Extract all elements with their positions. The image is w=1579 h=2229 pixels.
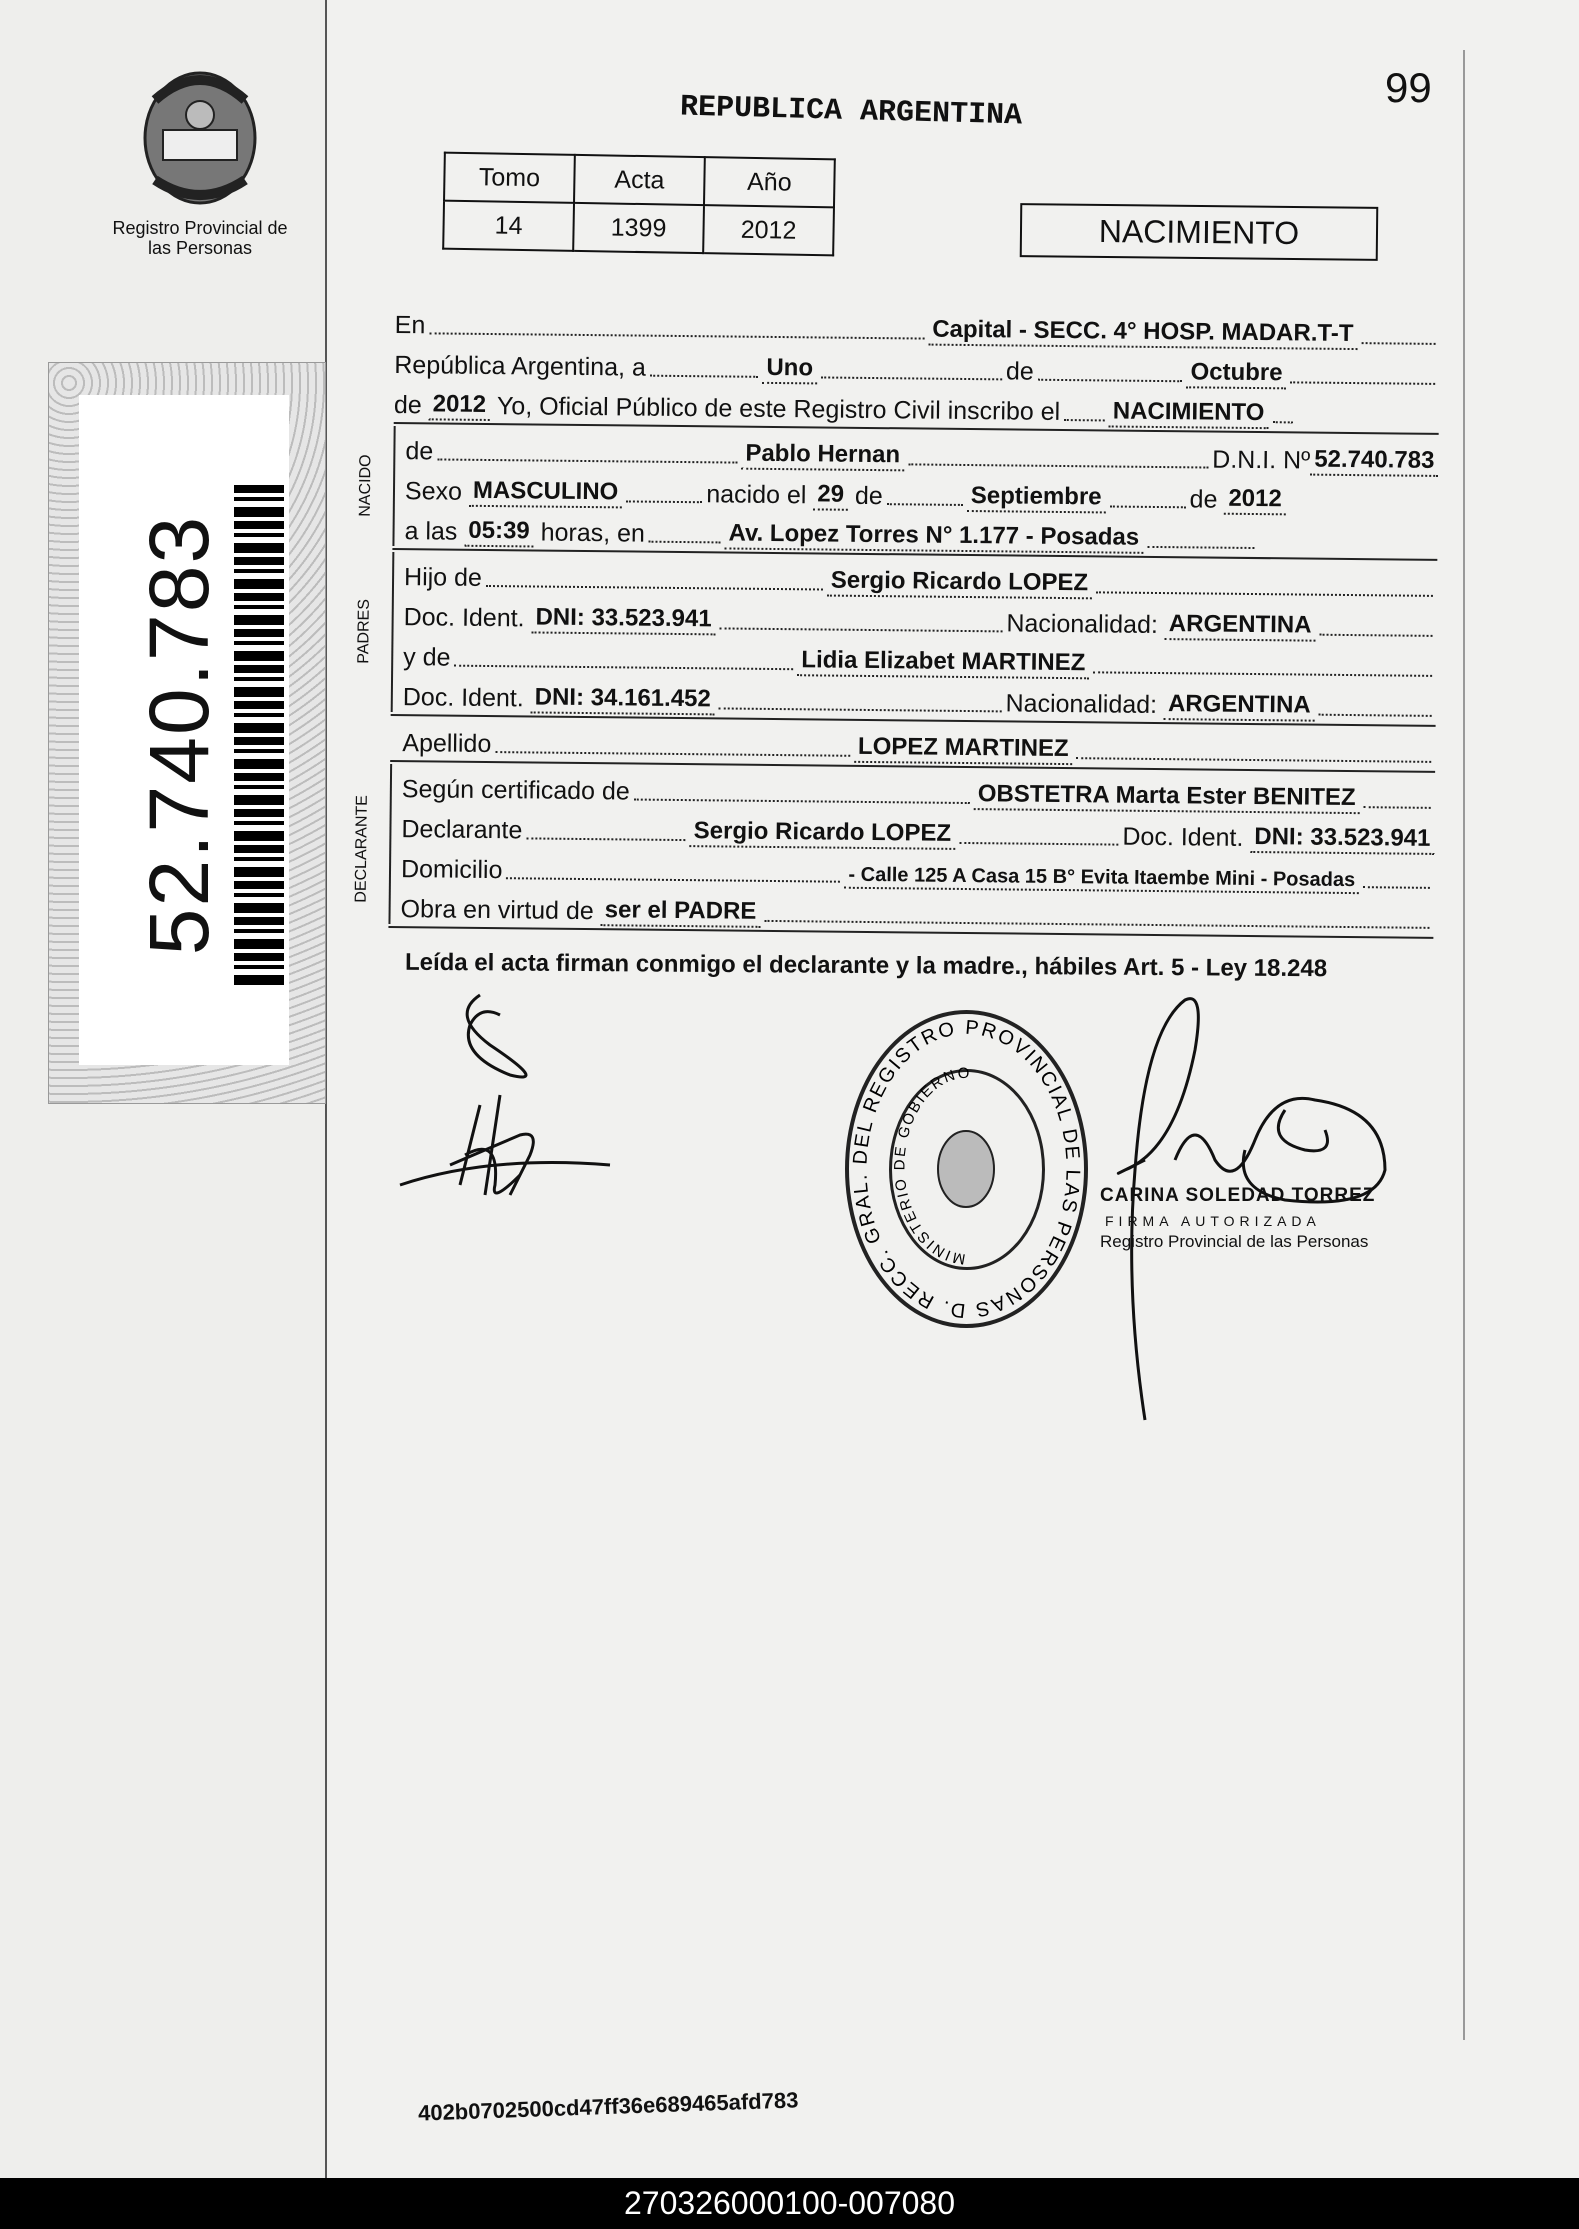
padre-nationality: ARGENTINA — [1165, 610, 1316, 642]
nacido-place: Av. Lopez Torres N° 1.177 - Posadas — [724, 519, 1143, 553]
madre-doc: DNI: 34.161.452 — [531, 683, 715, 715]
dni-label: D.N.I. Nº — [1212, 445, 1311, 475]
madre-doc-label: Doc. Ident. — [402, 683, 524, 713]
dots — [495, 751, 850, 757]
apellido-label: Apellido — [402, 729, 492, 759]
declarante-doc-label: Doc. Ident. — [1122, 822, 1244, 852]
barcode-bars-icon — [234, 485, 284, 985]
sexo-label: Sexo — [404, 477, 463, 506]
seal-outer-text: D. RECC. GRAL. DEL REGISTRO PROVINCIAL DE LAS PERSONAS — [849, 1016, 1084, 1322]
record-place: Capital - SECC. 4° HOSP. MADAR.T-T — [928, 316, 1358, 350]
dots — [1361, 342, 1435, 345]
dots — [649, 541, 721, 544]
yde-label: y de — [403, 643, 451, 672]
declarante-section — [352, 764, 1435, 935]
dots — [626, 500, 702, 503]
padre-doc-label: Doc. Ident. — [403, 603, 525, 633]
nacido-time: 05:39 — [464, 517, 534, 548]
madre-nationality: ARGENTINA — [1164, 690, 1315, 722]
padre-doc: DNI: 33.523.941 — [531, 603, 715, 635]
nacido-de-label-2: de — [854, 481, 883, 511]
footer-id: 270326000100-007080 — [0, 2178, 1579, 2229]
signer-name: CARINA SOLEDAD TORREZ — [1100, 1185, 1376, 1206]
nacido-year: 2012 — [1224, 485, 1286, 516]
dots — [634, 799, 970, 805]
official-seal — [845, 1010, 1088, 1328]
nacido-section — [356, 426, 1438, 557]
cert-label: Según certificado de — [401, 775, 630, 806]
dots — [650, 375, 759, 378]
nacido-name: Pablo Hernan — [741, 440, 904, 472]
left-margin-panel — [0, 0, 327, 2178]
dots — [1364, 806, 1431, 809]
dots — [959, 842, 1118, 846]
document-hash: 402b0702500cd47ff36e689465afd783 — [417, 2087, 799, 2126]
acta-header-acta: Acta — [574, 155, 705, 205]
barcode-box — [79, 395, 289, 1065]
dots — [1109, 505, 1185, 508]
hijo-label: Hijo de — [403, 563, 483, 592]
signer-organization: Registro Provincial de las Personas — [1100, 1232, 1369, 1251]
declarante-signature-icon — [390, 985, 620, 1225]
padre-nac-label: Nacionalidad: — [1006, 609, 1159, 640]
dots — [1319, 714, 1432, 717]
dots — [1096, 591, 1433, 597]
dots — [1038, 379, 1183, 383]
nacido-el-label: nacido el — [706, 480, 807, 510]
dots — [764, 920, 1429, 929]
dots — [719, 707, 1002, 712]
nacido-de-label-3: de — [1189, 485, 1218, 514]
padre-name: Sergio Ricardo LOPEZ — [827, 567, 1093, 600]
domicilio-label: Domicilio — [400, 855, 503, 885]
dots — [1064, 419, 1105, 421]
domicilio-value: - Calle 125 A Casa 15 B° Evita Itaembe Mini - Posadas — [844, 864, 1359, 894]
dots — [1319, 634, 1432, 637]
acta-value-tomo: 14 — [443, 201, 574, 251]
padres-section — [355, 552, 1438, 723]
barcode-number: 52.740.783 — [132, 514, 226, 956]
acta-value-acta: 1399 — [573, 203, 704, 253]
dots — [486, 585, 823, 591]
en-label: En — [394, 310, 426, 340]
dots — [908, 463, 1208, 468]
declarante-doc: DNI: 33.523.941 — [1250, 823, 1434, 855]
declarante-name: Sergio Ricardo LOPEZ — [690, 817, 956, 850]
nacido-section-label: NACIDO — [356, 454, 375, 517]
declarante-label: Declarante — [401, 815, 523, 845]
dots — [720, 627, 1003, 632]
dots — [1363, 886, 1430, 889]
alas-label: a las — [404, 517, 458, 546]
nacido-sex: MASCULINO — [469, 477, 623, 509]
de-label-2: de — [393, 390, 422, 420]
dots — [429, 332, 924, 339]
de-label: de — [1005, 357, 1034, 386]
nacido-day: 29 — [813, 480, 848, 510]
dots — [887, 503, 963, 506]
record-act: NACIMIENTO — [1109, 397, 1269, 429]
seal-inner-text: MINISTERIO DE GOBIERNO — [891, 1064, 972, 1268]
closing-statement: Leída el acta firman conmigo el declarante y la madre., hábiles Art. 5 - Ley 18.248 — [404, 948, 1328, 983]
misiones-coat-of-arms-logo — [135, 60, 265, 210]
dots — [526, 837, 685, 841]
acta-table — [442, 152, 836, 257]
dots — [1147, 546, 1254, 549]
page-number: 99 — [1385, 64, 1432, 111]
dots — [1272, 421, 1292, 423]
nacido-month: Septiembre — [967, 482, 1106, 513]
dots — [1077, 757, 1432, 763]
acta-table-header-row — [444, 153, 835, 208]
madre-nac-label: Nacionalidad: — [1005, 689, 1158, 720]
official-signature-icon — [1085, 990, 1415, 1430]
acta-value-anio: 2012 — [703, 205, 834, 255]
madre-name: Lidia Elizabet MARTINEZ — [797, 646, 1089, 679]
obra-label: Obra en virtud de — [400, 895, 594, 926]
document-title: REPUBLICA ARGENTINA — [679, 90, 1023, 134]
right-margin-rule — [1463, 50, 1465, 2040]
record-month: Octubre — [1186, 358, 1286, 389]
dots — [1093, 671, 1432, 677]
apellido-value: LOPEZ MARTINEZ — [854, 733, 1073, 765]
republica-label: República Argentina, a — [394, 350, 647, 382]
document-type-box: NACIMIENTO — [1020, 203, 1379, 261]
registry-label: Registro Provincial de las Personas — [112, 218, 288, 258]
dots — [821, 376, 1002, 380]
record-year: 2012 — [429, 390, 491, 421]
dots — [1290, 381, 1435, 385]
dots — [454, 665, 793, 671]
dots — [437, 458, 737, 463]
cert-value: OBSTETRA Marta Ester BENITEZ — [974, 780, 1360, 814]
padres-section-label: PADRES — [355, 599, 373, 665]
barcode-strip — [48, 362, 326, 1104]
obra-value: ser el PADRE — [601, 896, 761, 928]
acta-header-tomo: Tomo — [444, 153, 575, 203]
record-day: Uno — [762, 354, 817, 385]
birth-record-form — [352, 300, 1440, 941]
nacido-dni: 52.740.783 — [1310, 446, 1438, 477]
horas-label: horas, en — [540, 518, 646, 548]
dots — [506, 877, 840, 882]
acta-table-value-row — [443, 201, 834, 256]
oficial-text: Yo, Oficial Público de este Registro Civil inscribo el — [496, 392, 1061, 426]
acta-header-anio: Año — [704, 157, 835, 207]
signer-role: FIRMA AUTORIZADA — [1105, 1213, 1321, 1229]
nacido-de-label: de — [405, 437, 434, 466]
seal-lettering — [849, 1014, 1084, 1324]
declarante-section-label: DECLARANTE — [352, 794, 371, 903]
